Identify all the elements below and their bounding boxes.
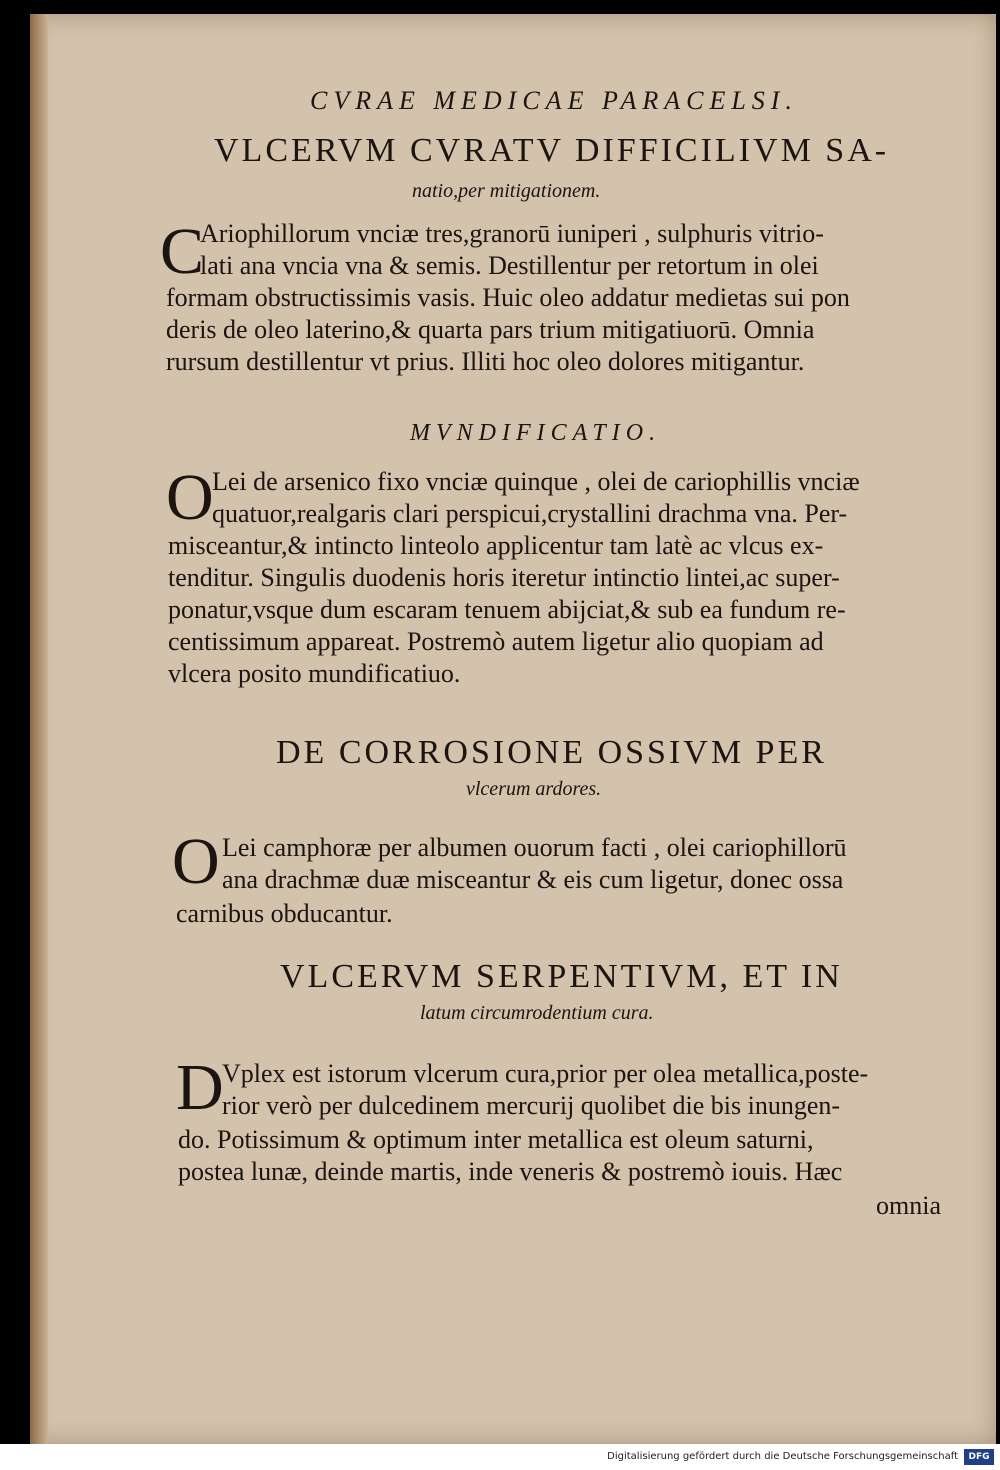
text-line: lati ana vncia vna & semis. Destillentur per retortum in olei bbox=[200, 251, 819, 280]
page-gutter bbox=[30, 14, 48, 1444]
text-line: ana drachmæ duæ misceantur & eis cum ligetur, donec ossa bbox=[222, 865, 844, 894]
section-subheading-4: latum circumrodentium cura. bbox=[420, 1002, 654, 1024]
text-line: carnibus obducantur. bbox=[176, 899, 393, 928]
drop-capital-2: O bbox=[166, 461, 214, 534]
text-line: ponatur,vsque dum escaram tenuem abijciat,& sub ea fundum re- bbox=[168, 595, 846, 624]
paragraph-3 bbox=[222, 832, 847, 896]
paragraph-4 bbox=[222, 1058, 868, 1122]
text-line: rior verò per dulcedinem mercurij quolibet die bis inungen- bbox=[222, 1091, 841, 1120]
catchword: omnia bbox=[876, 1191, 941, 1220]
text-line: Lei de arsenico fixo vnciæ quinque , olei de cariophillis vnciæ bbox=[212, 467, 860, 496]
paragraph-3-body bbox=[176, 898, 393, 930]
text-line: Lei camphoræ per albumen ouorum facti , olei cariophillorū bbox=[222, 833, 847, 862]
text-line: vlcera posito mundificatiuo. bbox=[168, 659, 461, 688]
text-line: deris de oleo laterino,& quarta pars trium mitigatiuorū. Omnia bbox=[166, 315, 815, 344]
text-line: formam obstructissimis vasis. Huic oleo addatur medietas sui pon bbox=[166, 283, 850, 312]
paragraph-1-cont bbox=[200, 250, 819, 282]
paragraph-2-body bbox=[168, 530, 846, 690]
dfg-logo: DFG bbox=[964, 1449, 994, 1465]
text-line: do. Potissimum & optimum inter metallica est oleum saturni, bbox=[178, 1125, 814, 1154]
section-heading-2: MVNDIFICATIO. bbox=[410, 420, 662, 446]
text-line: centissimum appareat. Postremò autem ligetur alio quopiam ad bbox=[168, 627, 824, 656]
text-line: postea lunæ, deinde martis, inde veneris & postremò iouis. Hæc bbox=[178, 1157, 843, 1186]
text-line: tenditur. Singulis duodenis horis iteretur intinctio lintei,ac super- bbox=[168, 563, 840, 592]
paragraph-4-body bbox=[178, 1124, 842, 1188]
drop-capital-1: C bbox=[160, 215, 205, 288]
text-line: rursum destillentur vt prius. Illiti hoc oleo dolores mitigantur. bbox=[166, 347, 805, 376]
section-subheading-1: natio,per mitigationem. bbox=[412, 180, 601, 202]
footer-credit: Digitalisierung gefördert durch die Deutsche Forschungsgemeinschaft bbox=[607, 1451, 958, 1462]
paragraph-1-body bbox=[166, 282, 850, 378]
section-heading-3: DE CORROSIONE OSSIVM PER bbox=[276, 734, 827, 771]
text-line: quatuor,realgaris clari perspicui,crystallini drachma vna. Per- bbox=[212, 499, 848, 528]
section-heading-1: VLCERVM CVRATV DIFFICILIVM SA- bbox=[214, 132, 890, 169]
section-subheading-3: vlcerum ardores. bbox=[466, 778, 602, 800]
drop-capital-3: O bbox=[172, 825, 220, 898]
drop-capital-4: D bbox=[176, 1051, 224, 1124]
text-line: misceantur,& intincto linteolo applicentur tam latè ac vlcus ex- bbox=[168, 531, 824, 560]
section-heading-4: VLCERVM SERPENTIVM, ET IN bbox=[280, 958, 843, 995]
paragraph-1 bbox=[200, 218, 824, 250]
paragraph-2 bbox=[212, 466, 860, 530]
text-line: Vplex est istorum vlcerum cura,prior per olea metallica,poste- bbox=[222, 1059, 869, 1088]
running-head: CVRAE MEDICAE PARACELSI. bbox=[310, 86, 798, 115]
text-line: Ariophillorum vnciæ tres,granorū iuniperi , sulphuris vitrio- bbox=[200, 219, 824, 248]
